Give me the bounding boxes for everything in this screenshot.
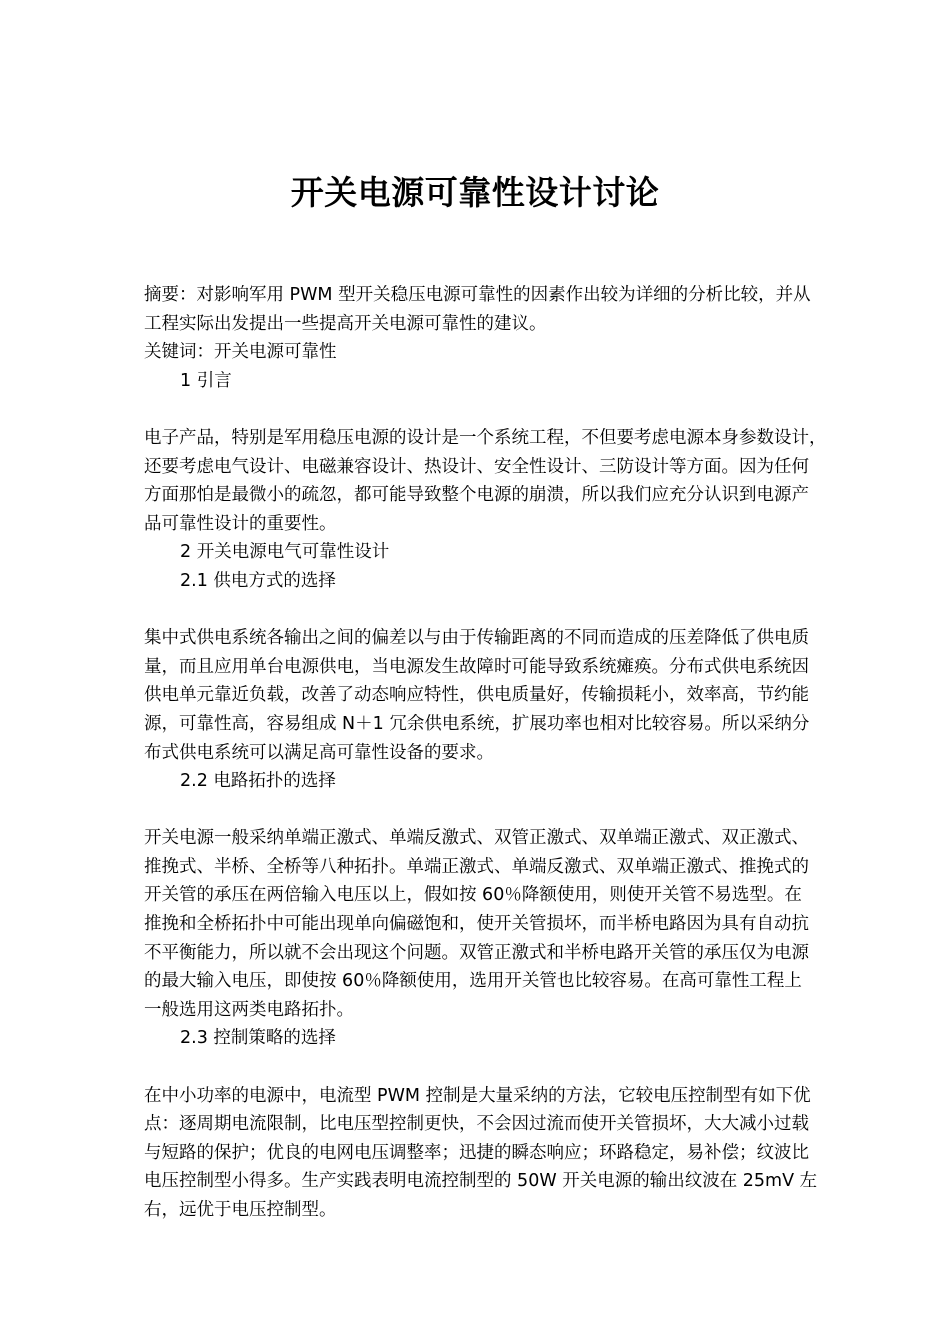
paragraph-gap [144,395,894,424]
power-supply-mode-paragraph [144,624,894,767]
paragraph-line: 开关电源一般采纳单端正激式、单端反激式、双管正激式、双单端正激式、双正激式、 [144,828,809,849]
introduction-paragraph [144,424,894,538]
document-title: 开关电源可靠性设计讨论 [290,173,660,212]
paragraph-gap [144,596,894,625]
paragraph-line: 在中小功率的电源中，电流型 PWM 控制是大量采纳的方法，它较电压控制型有如下优 [144,1085,811,1106]
paragraph-line: 开关管的承压在两倍输入电压以上，假如按 60％降额使用，则使开关管不易选型。在 [144,885,802,906]
abstract-line: 摘要：对影响军用 PWM 型开关稳压电源可靠性的因素作出较为详细的分析比较，并从 [144,285,811,305]
section-heading-control-strategy: 2.3 控制策略的选择 [180,1028,336,1049]
paragraph-line: 集中式供电系统各输出之间的偏差以与由于传输距离的不同而造成的压差降低了供电质 [144,628,809,649]
abstract-line: 工程实际出发提出一些提高开关电源可靠性的建议。 [144,313,547,334]
circuit-topology-paragraph [144,824,894,1024]
control-strategy-paragraph [144,1082,894,1225]
paragraph-line: 的最大输入电压，即使按 60％降额使用，选用开关管也比较容易。在高可靠性工程上 [144,971,802,992]
section-heading-circuit-topology: 2.2 电路拓扑的选择 [180,771,336,792]
section-heading-power-supply-mode: 2.1 供电方式的选择 [180,570,336,591]
paragraph-line: 布式供电系统可以满足高可靠性设备的要求。 [144,742,494,763]
paragraph-line: 源，可靠性高，容易组成 N＋1 冗余供电系统，扩展功率也相对比较容易。所以采纳分 [144,713,810,734]
document-body [144,281,894,1225]
abstract-paragraph [144,281,894,338]
paragraph-line: 推挽式、半桥、全桥等八种拓扑。单端正激式、单端反激式、双单端正激式、推挽式的 [144,856,809,877]
keywords-line: 关键词：开关电源可靠性 [144,342,337,363]
paragraph-line: 右，远优于电压控制型。 [144,1200,337,1220]
paragraph-line: 品可靠性设计的重要性。 [144,513,337,534]
paragraph-gap [144,796,894,825]
paragraph-line: 方面那怕是最微小的疏忽，都可能导致整个电源的崩溃，所以我们应充分认识到电源产 [144,485,809,506]
paragraph-line: 还要考虑电气设计、电磁兼容设计、热设计、安全性设计、三防设计等方面。因为任何 [144,456,809,477]
paragraph-line: 不平衡能力，所以就不会出现这个问题。双管正激式和半桥电路开关管的承压仅为电源 [144,942,809,963]
section-heading-electrical-reliability: 2 开关电源电气可靠性设计 [180,542,390,563]
paragraph-line: 供电单元靠近负载，改善了动态响应特性，供电质量好，传输损耗小，效率高，节约能 [144,685,809,706]
paragraph-line: 电子产品，特别是军用稳压电源的设计是一个系统工程，不但要考虑电源本身参数设计， [144,427,827,448]
paragraph-line: 量，而且应用单台电源供电，当电源发生故障时可能导致系统瘫痪。分布式供电系统因 [144,656,809,677]
paragraph-gap [144,1053,894,1082]
paragraph-line: 推挽和全桥拓扑中可能出现单向偏磁饱和，使开关管损坏，而半桥电路因为具有自动抗 [144,914,809,935]
paragraph-line: 一般选用这两类电路拓扑。 [144,999,354,1020]
paragraph-line: 点：逐周期电流限制，比电压型控制更快，不会因过流而使开关管损坏，大大减小过载 [144,1114,809,1135]
section-heading-introduction: 1 引言 [180,370,232,391]
paragraph-line: 与短路的保护；优良的电网电压调整率；迅捷的瞬态响应；环路稳定，易补偿；纹波比 [144,1142,809,1163]
paragraph-line: 电压控制型小得多。生产实践表明电流控制型的 50W 开关电源的输出纹波在 25mV 左 [144,1171,818,1192]
